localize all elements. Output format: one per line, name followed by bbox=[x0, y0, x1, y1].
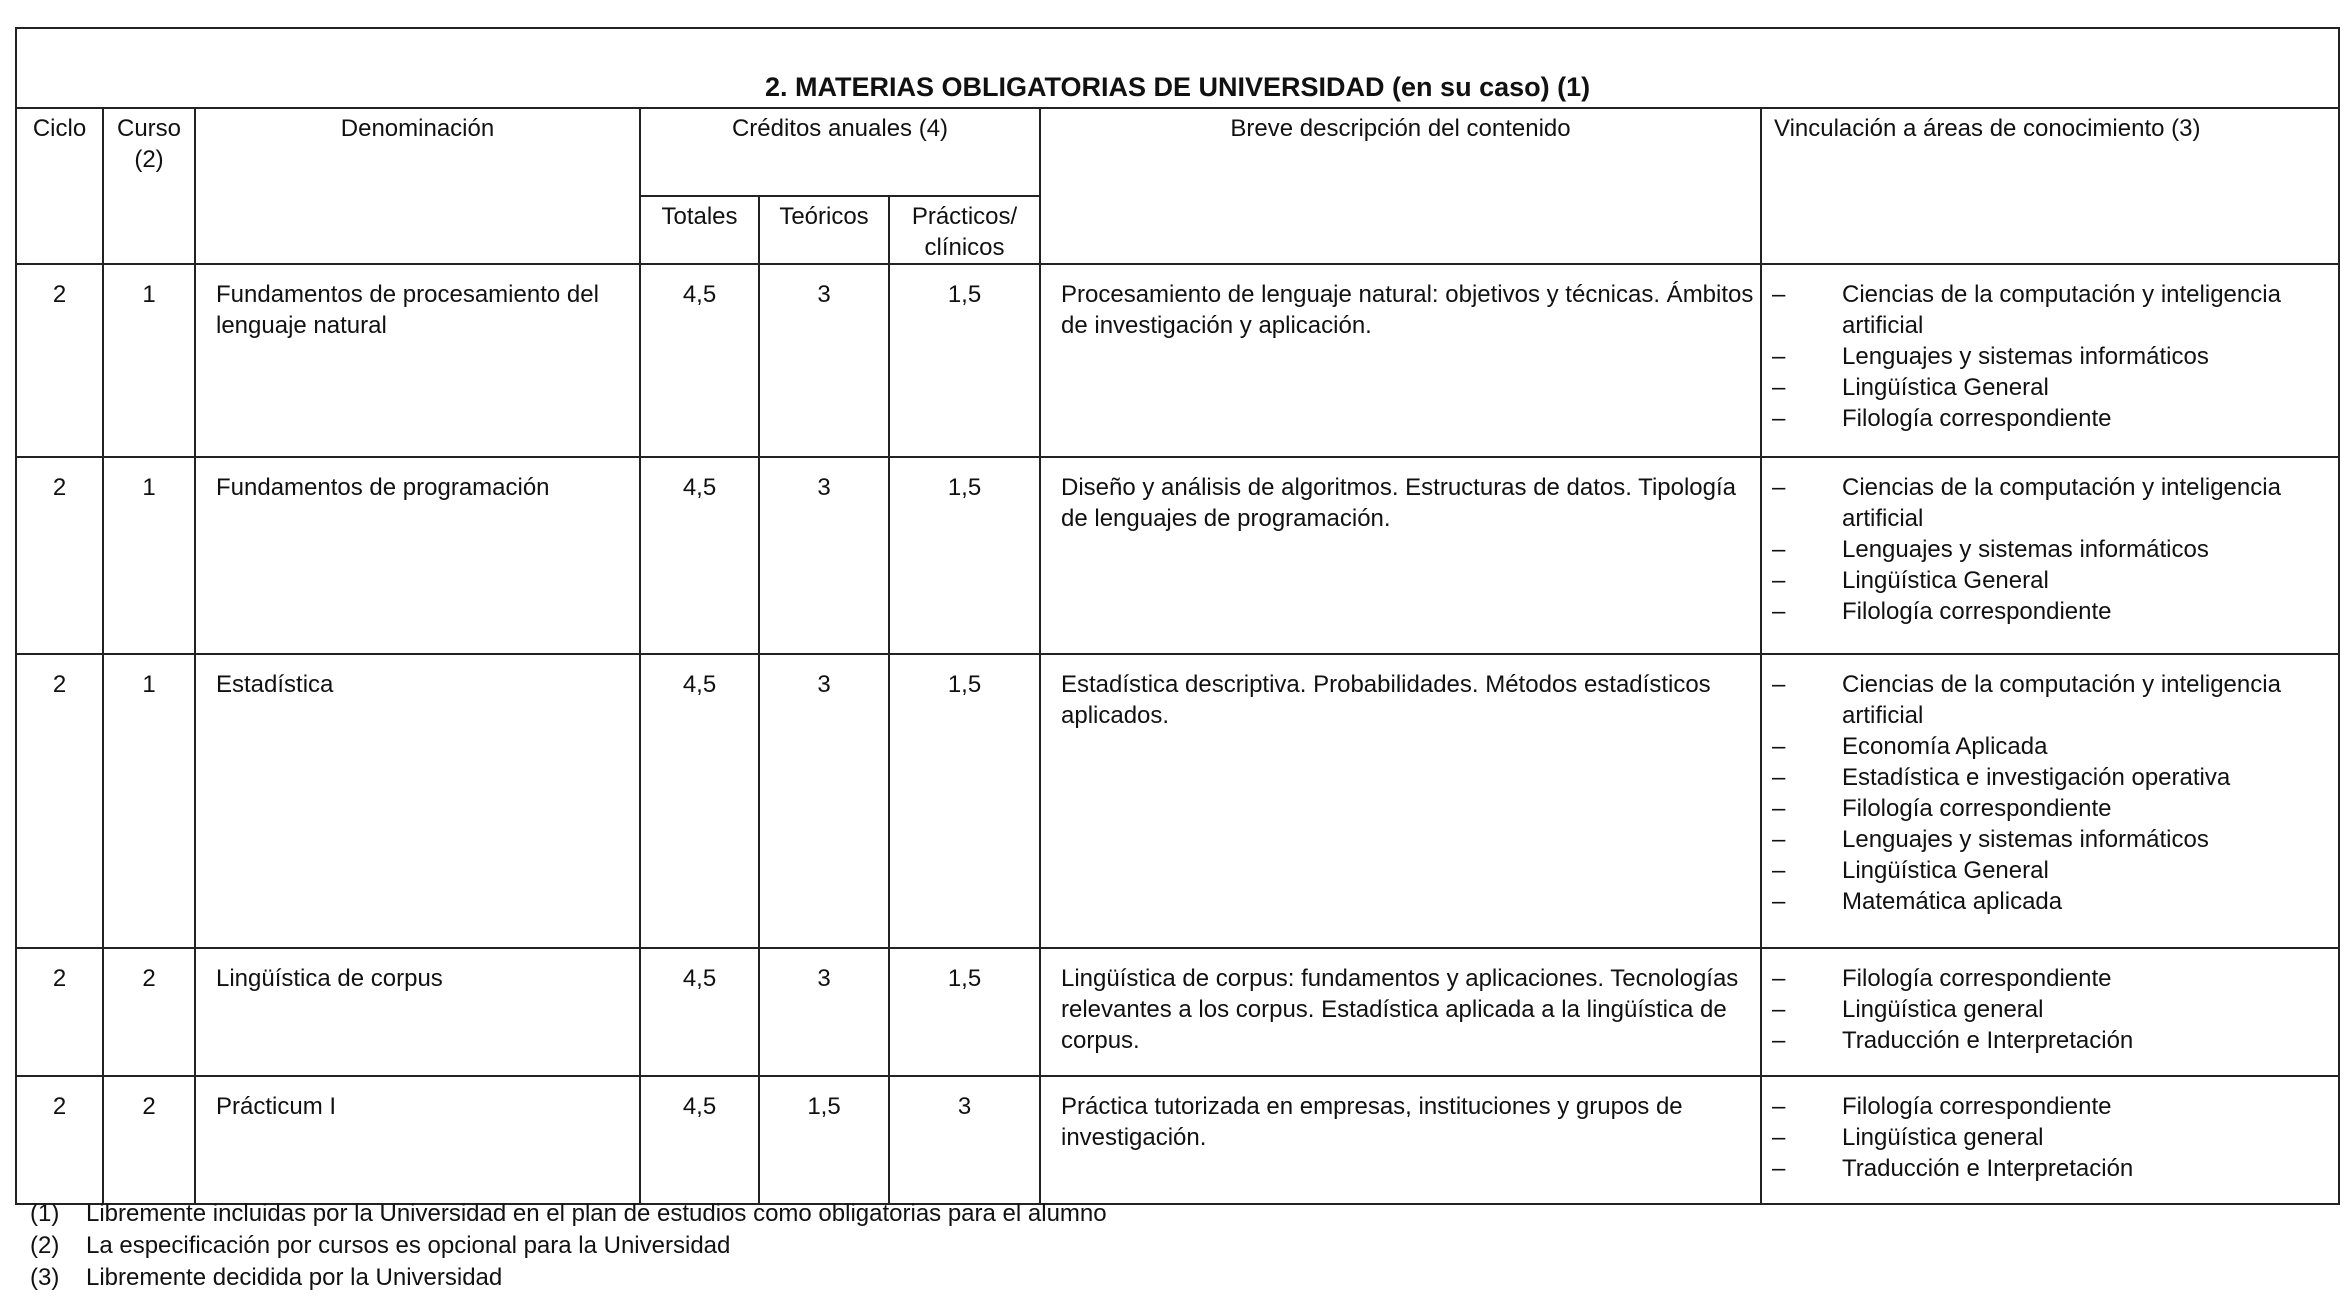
dash-bullet: – bbox=[1772, 343, 1786, 370]
descripcion-cell: Práctica tutorizada en empresas, instituciones y grupos de investigación. bbox=[1040, 1076, 1761, 1204]
area-item bbox=[1772, 1153, 2338, 1184]
header-creditos: Créditos anuales (4) bbox=[640, 108, 1040, 196]
header-ciclo: Ciclo bbox=[16, 108, 103, 264]
dash-bullet: – bbox=[1772, 1155, 1786, 1182]
footnote-number: (1) bbox=[30, 1200, 60, 1227]
teoricos-cell: 3 bbox=[759, 264, 889, 457]
header-practicos-label: Prácticos/ bbox=[911, 203, 1018, 230]
area-label: Filología correspondiente bbox=[1842, 1093, 2112, 1120]
area-item bbox=[1772, 886, 2338, 917]
practicos-cell: 1,5 bbox=[889, 948, 1040, 1076]
footnote-text: Libremente incluidas por la Universidad en el plan de estudios como obligatorias para el alumno bbox=[86, 1200, 1107, 1227]
totales-cell: 4,5 bbox=[640, 1076, 759, 1204]
teoricos-cell: 3 bbox=[759, 654, 889, 948]
area-label: Lingüística general bbox=[1842, 996, 2044, 1023]
area-label: Lingüística General bbox=[1842, 567, 2049, 594]
areas-list bbox=[1762, 279, 2338, 434]
table-row bbox=[16, 264, 2339, 457]
curso-cell: 1 bbox=[103, 654, 195, 948]
footnote-number: (3) bbox=[30, 1264, 60, 1291]
area-item bbox=[1772, 963, 2338, 994]
ciclo-cell: 2 bbox=[16, 948, 103, 1076]
area-item bbox=[1772, 534, 2338, 565]
table-row bbox=[16, 948, 2339, 1076]
teoricos-cell: 3 bbox=[759, 948, 889, 1076]
footnotes bbox=[30, 1198, 1107, 1294]
area-label: Matemática aplicada bbox=[1842, 888, 2063, 915]
footnote-text: La especificación por cursos es opcional para la Universidad bbox=[86, 1232, 731, 1259]
denominacion-cell: Fundamentos de procesamiento del lenguaje natural bbox=[195, 264, 640, 457]
area-label: Lingüística General bbox=[1842, 374, 2049, 401]
ciclo-cell: 2 bbox=[16, 264, 103, 457]
dash-bullet: – bbox=[1772, 857, 1786, 884]
area-label: Lenguajes y sistemas informáticos bbox=[1842, 536, 2209, 563]
header-descripcion: Breve descripción del contenido bbox=[1040, 108, 1761, 264]
practicos-cell: 3 bbox=[889, 1076, 1040, 1204]
header-clinicos-label: clínicos bbox=[924, 234, 1005, 261]
totales-cell: 4,5 bbox=[640, 457, 759, 654]
area-label: Lingüística general bbox=[1842, 1124, 2044, 1151]
area-item bbox=[1772, 762, 2338, 793]
areas-list bbox=[1762, 669, 2338, 917]
curso-cell: 1 bbox=[103, 264, 195, 457]
table-row bbox=[16, 654, 2339, 948]
area-label: Estadística e investigación operativa bbox=[1842, 764, 2231, 791]
area-item bbox=[1772, 472, 2338, 534]
dash-bullet: – bbox=[1772, 281, 1786, 308]
area-item bbox=[1772, 372, 2338, 403]
area-item bbox=[1772, 669, 2338, 731]
area-item bbox=[1772, 1091, 2338, 1122]
table-row bbox=[16, 1076, 2339, 1204]
area-label: Filología correspondiente bbox=[1842, 795, 2112, 822]
footnote-number: (2) bbox=[30, 1232, 60, 1259]
dash-bullet: – bbox=[1772, 795, 1786, 822]
area-label: Lenguajes y sistemas informáticos bbox=[1842, 343, 2209, 370]
practicos-cell: 1,5 bbox=[889, 457, 1040, 654]
area-label: Filología correspondiente bbox=[1842, 965, 2112, 992]
totales-cell: 4,5 bbox=[640, 948, 759, 1076]
materias-table bbox=[15, 27, 2340, 1205]
dash-bullet: – bbox=[1772, 826, 1786, 853]
dash-bullet: – bbox=[1772, 405, 1786, 432]
area-label: Filología correspondiente bbox=[1842, 598, 2112, 625]
teoricos-cell: 1,5 bbox=[759, 1076, 889, 1204]
area-item bbox=[1772, 279, 2338, 341]
dash-bullet: – bbox=[1772, 1093, 1786, 1120]
denominacion-cell: Estadística bbox=[195, 654, 640, 948]
area-item bbox=[1772, 596, 2338, 627]
areas-list bbox=[1762, 472, 2338, 627]
table-title: 2. MATERIAS OBLIGATORIAS DE UNIVERSIDAD (en su caso) (1) bbox=[16, 28, 2339, 108]
denominacion-cell: Prácticum I bbox=[195, 1076, 640, 1204]
header-teoricos: Teóricos bbox=[759, 196, 889, 264]
vinculacion-cell bbox=[1761, 1076, 2339, 1204]
areas-list bbox=[1762, 963, 2338, 1056]
dash-bullet: – bbox=[1772, 733, 1786, 760]
area-item bbox=[1772, 1025, 2338, 1056]
area-item bbox=[1772, 731, 2338, 762]
table-row bbox=[16, 457, 2339, 654]
dash-bullet: – bbox=[1772, 1124, 1786, 1151]
curso-cell: 1 bbox=[103, 457, 195, 654]
vinculacion-cell bbox=[1761, 457, 2339, 654]
descripcion-cell: Lingüística de corpus: fundamentos y aplicaciones. Tecnologías relevantes a los corpus. Estadística aplicada a la lingüística de corpus. bbox=[1040, 948, 1761, 1076]
curso-cell: 2 bbox=[103, 1076, 195, 1204]
dash-bullet: – bbox=[1772, 764, 1786, 791]
area-item bbox=[1772, 565, 2338, 596]
area-label: Lingüística General bbox=[1842, 857, 2049, 884]
totales-cell: 4,5 bbox=[640, 264, 759, 457]
denominacion-cell: Fundamentos de programación bbox=[195, 457, 640, 654]
totales-cell: 4,5 bbox=[640, 654, 759, 948]
curso-cell: 2 bbox=[103, 948, 195, 1076]
denominacion-cell: Lingüística de corpus bbox=[195, 948, 640, 1076]
area-item bbox=[1772, 855, 2338, 886]
header-curso-note: (2) bbox=[134, 146, 164, 173]
dash-bullet: – bbox=[1772, 474, 1786, 501]
dash-bullet: – bbox=[1772, 671, 1786, 698]
ciclo-cell: 2 bbox=[16, 457, 103, 654]
practicos-cell: 1,5 bbox=[889, 264, 1040, 457]
dash-bullet: – bbox=[1772, 996, 1786, 1023]
practicos-cell: 1,5 bbox=[889, 654, 1040, 948]
teoricos-cell: 3 bbox=[759, 457, 889, 654]
footnote-text: Libremente decidida por la Universidad bbox=[86, 1264, 503, 1291]
dash-bullet: – bbox=[1772, 598, 1786, 625]
footnote-1 bbox=[30, 1198, 1107, 1230]
area-item bbox=[1772, 793, 2338, 824]
area-item bbox=[1772, 824, 2338, 855]
descripcion-cell: Diseño y análisis de algoritmos. Estructuras de datos. Tipología de lenguajes de programación. bbox=[1040, 457, 1761, 654]
vinculacion-cell bbox=[1761, 654, 2339, 948]
vinculacion-cell bbox=[1761, 948, 2339, 1076]
descripcion-cell: Procesamiento de lenguaje natural: objetivos y técnicas. Ámbitos de investigación y aplicación. bbox=[1040, 264, 1761, 457]
descripcion-cell: Estadística descriptiva. Probabilidades. Métodos estadísticos aplicados. bbox=[1040, 654, 1761, 948]
dash-bullet: – bbox=[1772, 965, 1786, 992]
header-practicos bbox=[889, 196, 1040, 264]
vinculacion-cell bbox=[1761, 264, 2339, 457]
area-label: Filología correspondiente bbox=[1842, 405, 2112, 432]
area-label: Ciencias de la computación y inteligencia artificial bbox=[1842, 671, 2281, 729]
footnote-3 bbox=[30, 1262, 1107, 1294]
area-label: Ciencias de la computación y inteligencia artificial bbox=[1842, 281, 2281, 339]
area-item bbox=[1772, 403, 2338, 434]
footnote-2 bbox=[30, 1230, 1107, 1262]
area-item bbox=[1772, 1122, 2338, 1153]
area-label: Ciencias de la computación y inteligencia artificial bbox=[1842, 474, 2281, 532]
area-item bbox=[1772, 994, 2338, 1025]
dash-bullet: – bbox=[1772, 888, 1786, 915]
header-denominacion: Denominación bbox=[195, 108, 640, 264]
header-curso bbox=[103, 108, 195, 264]
dash-bullet: – bbox=[1772, 567, 1786, 594]
header-vinculacion: Vinculación a áreas de conocimiento (3) bbox=[1761, 108, 2339, 264]
area-label: Lenguajes y sistemas informáticos bbox=[1842, 826, 2209, 853]
dash-bullet: – bbox=[1772, 1027, 1786, 1054]
area-item bbox=[1772, 341, 2338, 372]
dash-bullet: – bbox=[1772, 536, 1786, 563]
area-label: Traducción e Interpretación bbox=[1842, 1155, 2134, 1182]
ciclo-cell: 2 bbox=[16, 654, 103, 948]
ciclo-cell: 2 bbox=[16, 1076, 103, 1204]
area-label: Traducción e Interpretación bbox=[1842, 1027, 2134, 1054]
area-label: Economía Aplicada bbox=[1842, 733, 2048, 760]
dash-bullet: – bbox=[1772, 374, 1786, 401]
areas-list bbox=[1762, 1091, 2338, 1184]
header-curso-label: Curso bbox=[116, 115, 182, 142]
header-totales: Totales bbox=[640, 196, 759, 264]
